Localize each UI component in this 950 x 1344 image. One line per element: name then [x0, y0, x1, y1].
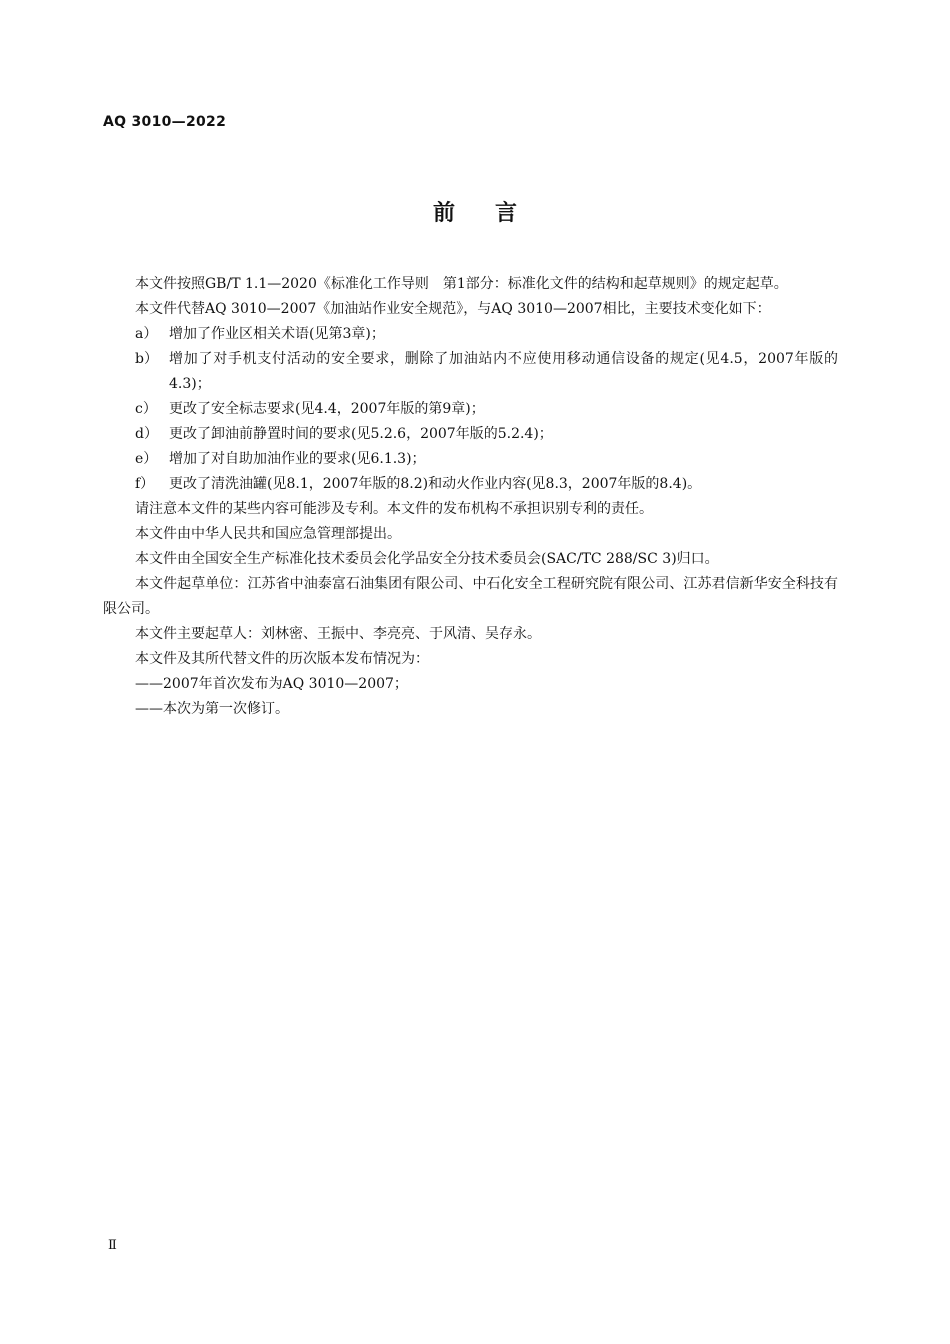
paragraph-patent-notice: 请注意本文件的某些内容可能涉及专利。本文件的发布机构不承担识别专利的责任。: [135, 501, 653, 517]
list-item: [103, 322, 838, 347]
list-item-marker: a）: [135, 326, 158, 342]
list-item: [103, 472, 838, 497]
paragraph-drafting-rules: 本文件按照GB/T 1.1—2020《标准化工作导则 第1部分：标准化文件的结构和起草规则》的规定起草。: [135, 276, 788, 292]
page-title: 前言: [432, 201, 557, 226]
page-number: Ⅱ: [108, 1238, 117, 1253]
paragraph-drafters: 本文件主要起草人：刘林密、王振中、李亮亮、于风清、吴存永。: [135, 626, 541, 642]
paragraph-proposed-by: 本文件由中华人民共和国应急管理部提出。: [135, 526, 401, 542]
list-item-text: 更改了清洗油罐(见8.1，2007年版的8.2)和动火作业内容(见8.3，2007年版的8.4)。: [169, 476, 702, 492]
list-item: [103, 397, 838, 422]
list-item-marker: d）: [135, 426, 158, 442]
list-item-text: 更改了卸油前静置时间的要求(见5.2.6，2007年版的5.2.4)；: [169, 426, 553, 442]
list-item-marker: e）: [135, 451, 158, 467]
list-item-text: 增加了作业区相关术语(见第3章)；: [169, 326, 385, 342]
list-item: [103, 422, 838, 447]
list-item-text: 增加了对手机支付活动的安全要求，删除了加油站内不应使用移动通信设备的规定(见4.5，2007年版的4.3)；: [169, 351, 838, 392]
list-item-marker: f）: [135, 476, 155, 492]
list-item-marker: c）: [135, 401, 157, 417]
list-item-marker: b）: [135, 351, 158, 367]
paragraph-centralized-by: 本文件由全国安全生产标准化技术委员会化学品安全分技术委员会(SAC/TC 288/SC 3)归口。: [135, 551, 719, 567]
list-item: [103, 447, 838, 472]
foreword-body: [103, 272, 838, 722]
paragraph-replacement: 本文件代替AQ 3010—2007《加油站作业安全规范》，与AQ 3010—2007相比，主要技术变化如下：: [135, 301, 771, 317]
list-item-text: 增加了对自助加油作业的要求(见6.1.3)；: [169, 451, 426, 467]
history-item: ——2007年首次发布为AQ 3010—2007；: [135, 676, 408, 692]
paragraph-drafting-units: 本文件起草单位：江苏省中油泰富石油集团有限公司、中石化安全工程研究院有限公司、江苏君信新华安全科技有限公司。: [103, 576, 838, 617]
paragraph-history-intro: 本文件及其所代替文件的历次版本发布情况为：: [135, 651, 429, 667]
list-item: [103, 347, 838, 397]
history-item: ——本次为第一次修订。: [135, 701, 289, 717]
document-code: AQ 3010—2022: [103, 114, 227, 130]
list-item-text: 更改了安全标志要求(见4.4，2007年版的第9章)；: [169, 401, 485, 417]
